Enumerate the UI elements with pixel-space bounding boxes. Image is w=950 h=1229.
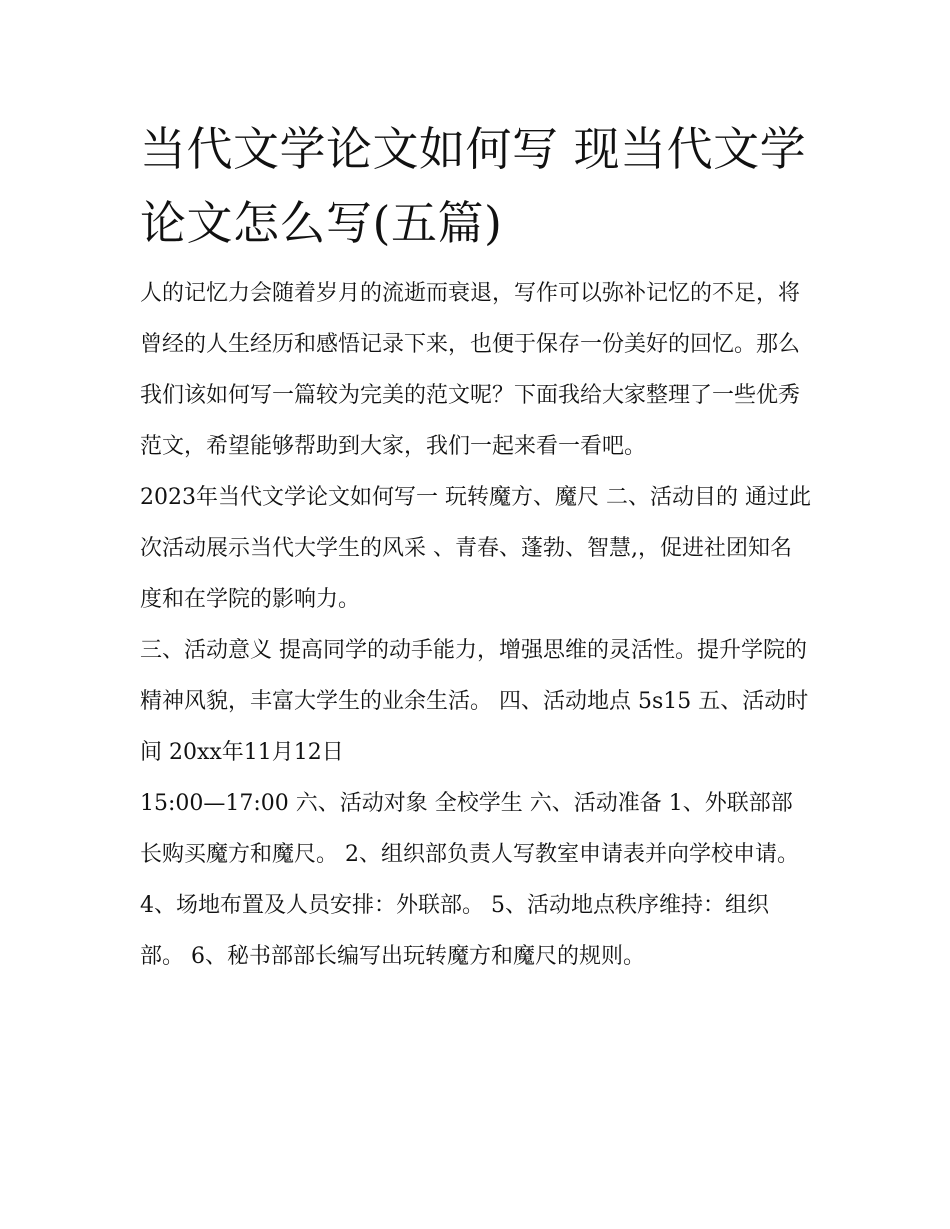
paragraph-purpose: 2023年当代文学论文如何写一 玩转魔方、魔尺 二、活动目的 通过此次活动展示当代大学生的风采 、青春、蓬勃、智慧,，促进社团知名度和在学院的影响力。: [140, 485, 811, 612]
paragraph-significance: 三、活动意义 提高同学的动手能力，增强思维的灵活性。提升学院的精神风貌，丰富大学生的业余生活。 四、活动地点 5s15 五、活动时间 20xx年11月12日: [140, 638, 809, 765]
document-page: [140, 112, 812, 982]
paragraph-preparation: 15:00—17:00 六、活动对象 全校学生 六、活动准备 1、外联部部长购买魔方和魔尺。 2、组织部负责人写教室申请表并向学校申请。: [140, 791, 799, 867]
paragraph-intro: 人的记忆力会随着岁月的流逝而衰退，写作可以弥补记忆的不足，将曾经的人生经历和感悟记录下来，也便于保存一份美好的回忆。那么我们该如何写一篇较为完美的范文呢？下面我给大家整理了一些优秀范文，希望能够帮助到大家，我们一起来看一看吧。: [140, 281, 801, 459]
document-title: 当代文学论文如何写 现当代文学论文怎么写(五篇): [140, 122, 807, 250]
paragraph-arrangement: 4、场地布置及人员安排：外联部。 5、活动地点秩序维持：组织部。 6、秘书部部长编写出玩转魔方和魔尺的规则。: [140, 893, 769, 969]
